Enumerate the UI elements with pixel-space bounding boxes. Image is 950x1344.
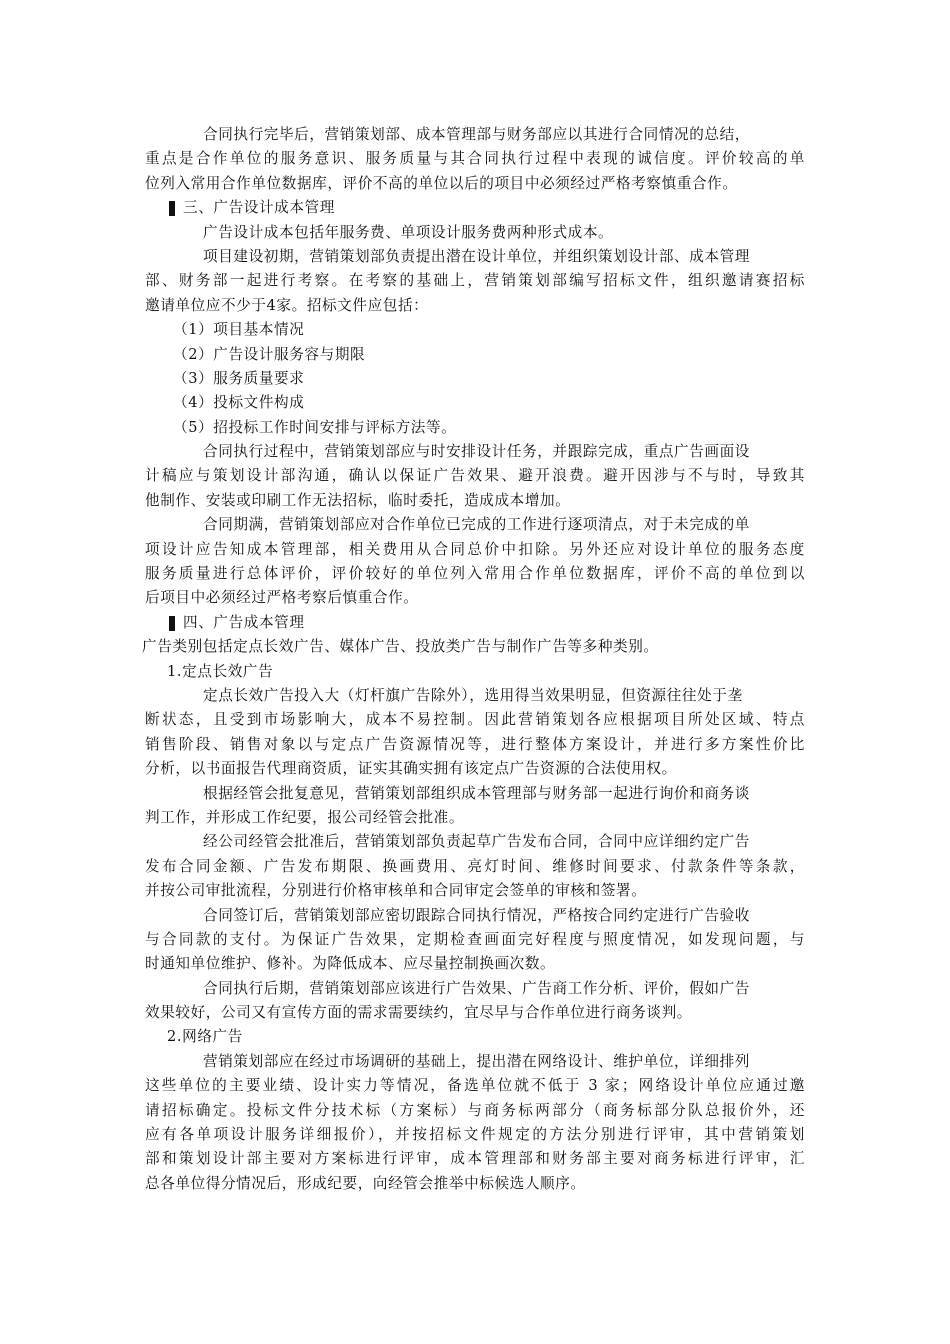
paragraph-line: 分析，以书面报告代理商资质，证实其确实拥有该定点广告资源的合法使用权。 (145, 760, 677, 778)
paragraph-line: 这些单位的主要业绩、设计实力等情况，备选单位就不低于 3 家；网络设计单位应通过邀 (145, 1077, 805, 1095)
paragraph-line: 发布合同金额、广告发布期限、换画费用、亮灯时间、维修时间要求、付款条件等条款， (145, 857, 805, 875)
paragraph-line: 邀请单位应不少于4家。招标文件应包括： (145, 296, 429, 314)
paragraph-line: 断状态，且受到市场影响大，成本不易控制。因此营销策划各应根据项目所处区域、特点 (145, 711, 805, 729)
paragraph-line: 经公司经管会批准后，营销策划部负责起草广告发布合同，合同中应详细约定广告 (203, 833, 750, 851)
paragraph-line: 他制作、安装或印刷工作无法招标，临时委托，造成成本增加。 (145, 491, 571, 509)
document-body (142, 123, 805, 1196)
paragraph-line: 位列入常用合作单位数据库，评价不高的单位以后的项目中必须经过严格考察慎重合作。 (145, 174, 738, 192)
paragraph-line: 定点长效广告投入大（灯杆旗广告除外），选用得当效果明显，但资源往往处于垄 (203, 686, 743, 704)
paragraph-line: 项目建设初期，营销策划部负责提出潜在设计单位，并组织策划设计部、成本管理 (203, 247, 750, 265)
paragraph-line: 请招标确定。投标文件分技术标（方案标）与商务标两部分（商务标部分队总报价外，还 (145, 1101, 805, 1119)
paragraph-line: 判工作，并形成工作纪要，报公司经管会批准。 (145, 808, 465, 826)
paragraph-line: 部、财务部一起进行考察。在考察的基础上，营销策划部编写招标文件，组织邀请赛招标 (145, 272, 805, 290)
paragraph-line: 应有各单项设计服务详细报价），并按招标文件规定的方法分别进行评审，其中营销策划 (145, 1126, 805, 1144)
paragraph-line: 广告类别包括定点长效广告、媒体广告、投放类广告与制作广告等多种类别。 (142, 638, 659, 656)
list-item: （5）招投标工作时间安排与评标方法等。 (173, 418, 457, 436)
paragraph-line: 根据经管会批复意见，营销策划部组织成本管理部与财务部一起进行询价和商务谈 (203, 784, 750, 802)
paragraph-line: 计稿应与策划设计部沟通，确认以保证广告效果、避开浪费。避开因涉与不与时，导致其 (145, 467, 805, 485)
section-heading-3 (145, 196, 805, 220)
paragraph-line: 并按公司审批流程，分别进行价格审核单和合同审定会签单的审核和签署。 (145, 882, 647, 900)
paragraph-line: 广告设计成本包括年服务费、单项设计服务费两种形式成本。 (203, 223, 614, 241)
paragraph-line: 服务质量进行总体评价，评价较好的单位列入常用合作单位数据库，评价不高的单位到以 (145, 565, 805, 583)
paragraph-line: 合同期满，营销策划部应对合作单位已完成的工作进行逐项清点，对于未完成的单 (203, 516, 750, 534)
paragraph-line: 合同执行后期，营销策划部应该进行广告效果、广告商工作分析、评价，假如广告 (203, 979, 750, 997)
paragraph-line: 时通知单位维护、修补。为降低成本、应尽量控制换画次数。 (145, 955, 556, 973)
paragraph-line: 重点是合作单位的服务意识、服务质量与其合同执行过程中表现的诚信度。评价较高的单 (145, 150, 805, 168)
heading-marker-icon (169, 201, 175, 216)
subsection-heading: 1.定点长效广告 (167, 662, 274, 680)
paragraph-line: 合同执行过程中，营销策划部应与时安排设计任务，并跟踪完成，重点广告画面设 (203, 443, 750, 461)
section-heading-text: 四、广告成本管理 (183, 613, 305, 631)
paragraph-line: 部和策划设计部主要对方案标进行评审，成本管理部和财务部主要对商务标进行评审，汇 (145, 1150, 805, 1168)
heading-marker-icon (169, 616, 175, 631)
list-item: （2）广告设计服务容与期限 (173, 345, 366, 363)
subsection-heading: 2.网络广告 (167, 1028, 243, 1046)
list-item: （1）项目基本情况 (173, 321, 305, 339)
paragraph-line: 总各单位得分情况后，形成纪要，向经管会推举中标候选人顺序。 (145, 1174, 586, 1192)
paragraph-line: 项设计应告知成本管理部，相关费用从合同总价中扣除。另外还应对设计单位的服务态度 (145, 540, 805, 558)
paragraph-line: 营销策划部应在经过市场调研的基础上，提出潜在网络设计、维护单位，详细排列 (203, 1052, 750, 1070)
section-heading-4 (145, 611, 805, 635)
paragraph-line: 销售阶段、销售对象以与定点广告资源情况等，进行整体方案设计，并进行多方案性价比 (145, 735, 805, 753)
list-item: （3）服务质量要求 (173, 369, 305, 387)
section-heading-text: 三、广告设计成本管理 (183, 199, 335, 217)
paragraph-line: 与合同款的支付。为保证广告效果，定期检查画面完好程度与照度情况，如发现问题，与 (145, 930, 805, 948)
list-item: （4）投标文件构成 (173, 394, 305, 412)
paragraph-line: 后项目中必须经过严格考察后慎重合作。 (145, 589, 419, 607)
paragraph-line: 合同签订后，营销策划部应密切跟踪合同执行情况，严格按合同约定进行广告验收 (203, 906, 750, 924)
paragraph-line: 合同执行完毕后，营销策划部、成本管理部与财务部应以其进行合同情况的总结， (203, 126, 750, 143)
paragraph-line: 效果较好，公司又有宣传方面的需求需要续约，宜尽早与合作单位进行商务谈判。 (145, 1004, 692, 1022)
